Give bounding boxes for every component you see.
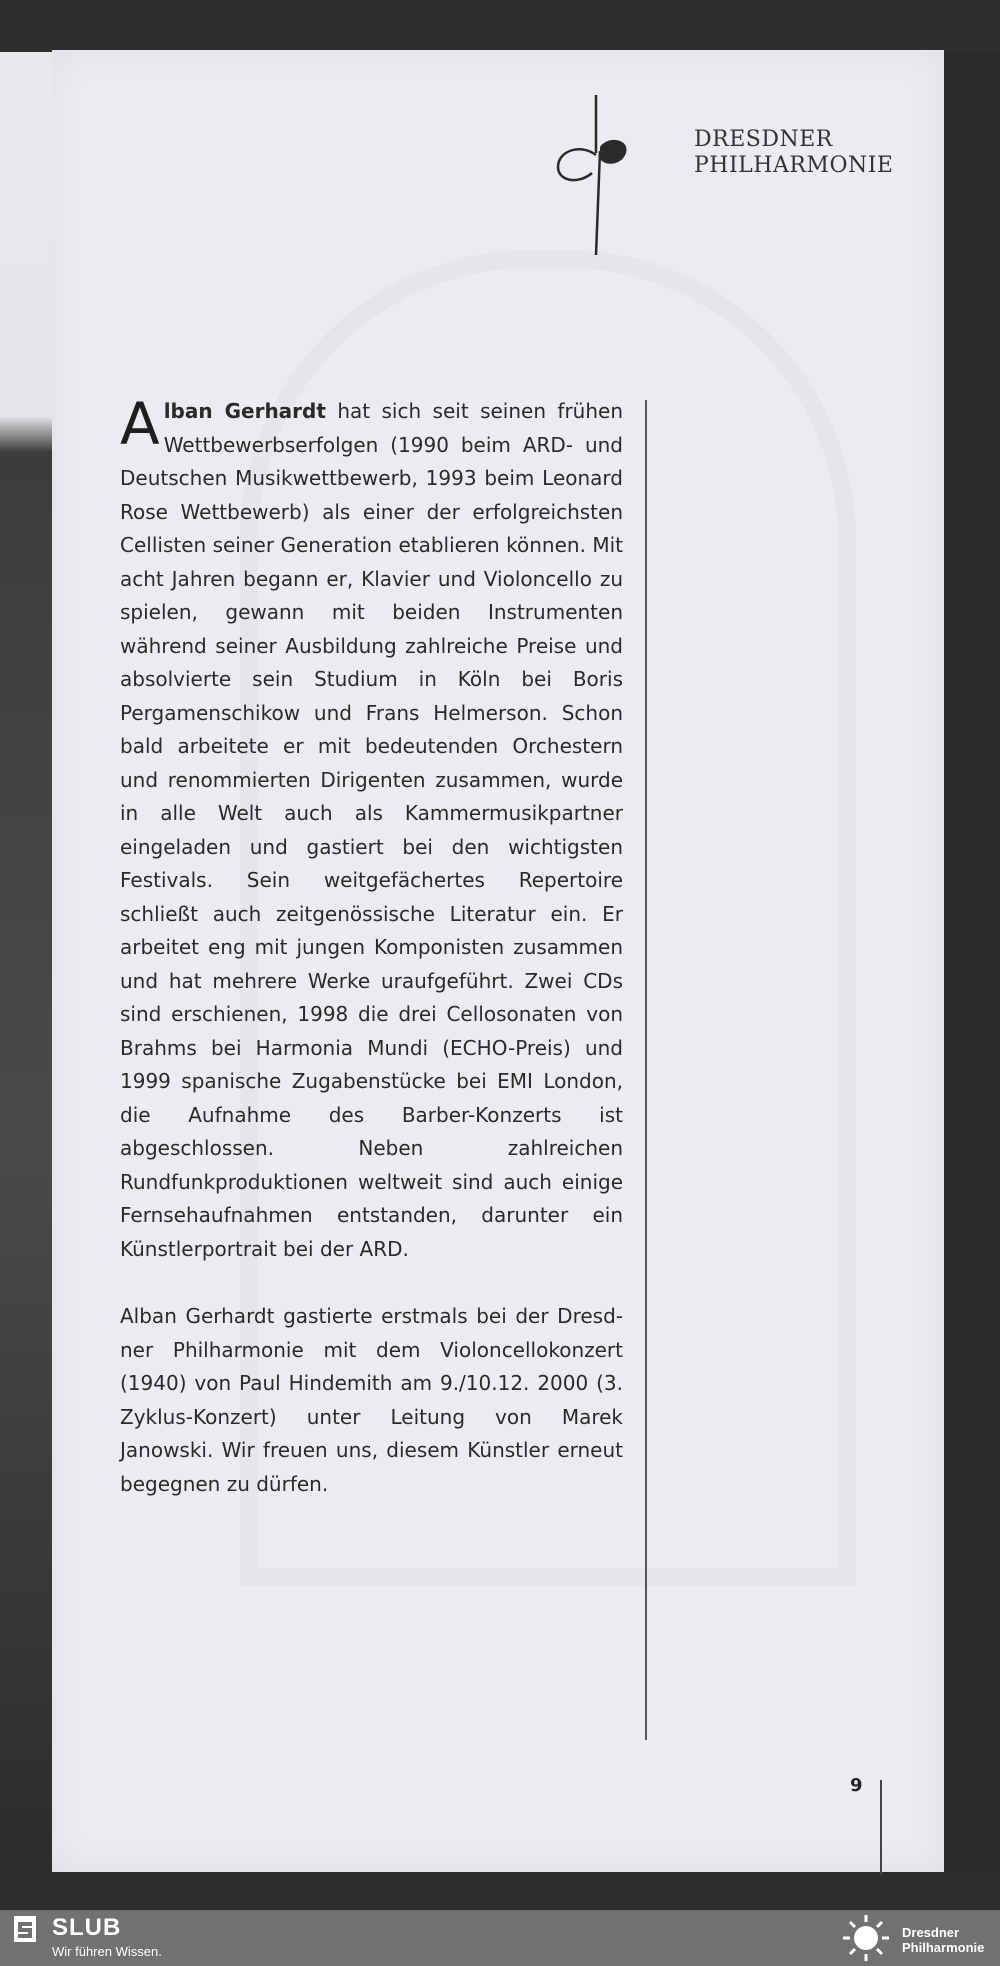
biography-article — [120, 390, 623, 1501]
column-divider — [645, 400, 647, 1740]
artist-name: lban Gerhardt — [163, 399, 326, 423]
slub-title: SLUB — [52, 1914, 122, 1941]
biography-paragraph-1 — [120, 390, 623, 1266]
page-number: 9 — [850, 1775, 863, 1796]
partner-line-2: Philharmonie — [902, 1940, 985, 1955]
slub-logo-icon — [12, 1914, 38, 1946]
philharmonie-sun-icon — [840, 1913, 892, 1963]
dropcap-letter: A — [120, 390, 160, 458]
dp-logo-mark-icon — [550, 95, 630, 265]
slub-tagline: Wir führen Wissen. — [52, 1944, 162, 1959]
biography-paragraph-2: Alban Gerhardt gastierte erstmals bei der Dresdner Philharmonie mit dem Violoncellokonzert (1940) von Paul Hindemith am 9./10.12. 2000 (3. Zyklus-Konzert) unter Leitung von Marek Janowski. Wir freuen uns, diesem Künstler erneut begegnen zu dürfen. — [120, 1304, 623, 1496]
paragraph-1-text: hat sich seit seinen frühen Wettbewerbserfolgen (1990 beim ARD- und Deutschen Musikwettbewerb, 1993 beim Leonard Rose Wettbewerb) als einer der erfolgreichsten Cellisten seiner Generation etablieren können. Mit acht Jahren begann er, Klavier und Violoncello zu spielen, gewann mit beiden Instrumenten während seiner Ausbildung zahlreiche Preise und absolvierte sein Studium in Köln bei Boris Pergamenschikow und Frans Helmerson. Schon bald arbeitete er mit bedeutenden Orchestern und renommierten Dirigenten zusammen, wurde in alle Welt auch als Kammermusikpartner eingeladen und gastiert bei den wichtigsten Festivals. Sein weitgefächertes Repertoire schließt auch zeitgenössische Literatur ein. Er arbeitet eng mit jungen Komponisten zusammen und hat mehrere Werke uraufgeführt. Zwei CDs sind erschienen, 1998 die drei Cellosonaten von Brahms bei Harmonia Mundi (ECHO-Preis) und 1999 spanische Zugabenstücke bei EMI London, die Aufnahme des Barber-Konzerts ist abgeschlossen. Neben zahlreichen Rundfunkproduktionen weltweit sind auch einige Fernsehaufnahmen entstanden, darunter ein Künstlerportrait bei der ARD. — [120, 399, 623, 1261]
dresdner-philharmonie-logo — [550, 95, 894, 265]
brand-wordmark — [694, 127, 894, 179]
partner-line-1: Dresdner — [902, 1925, 960, 1940]
previous-page-edge — [0, 52, 52, 1872]
brand-line-1: DRESDNER — [694, 127, 833, 152]
page-shadow-edge — [944, 52, 1000, 1872]
philharmonie-footer-wordmark — [902, 1925, 984, 1955]
page-number-rule — [880, 1780, 882, 1875]
brand-line-2: PHILHARMONIE — [694, 153, 894, 178]
